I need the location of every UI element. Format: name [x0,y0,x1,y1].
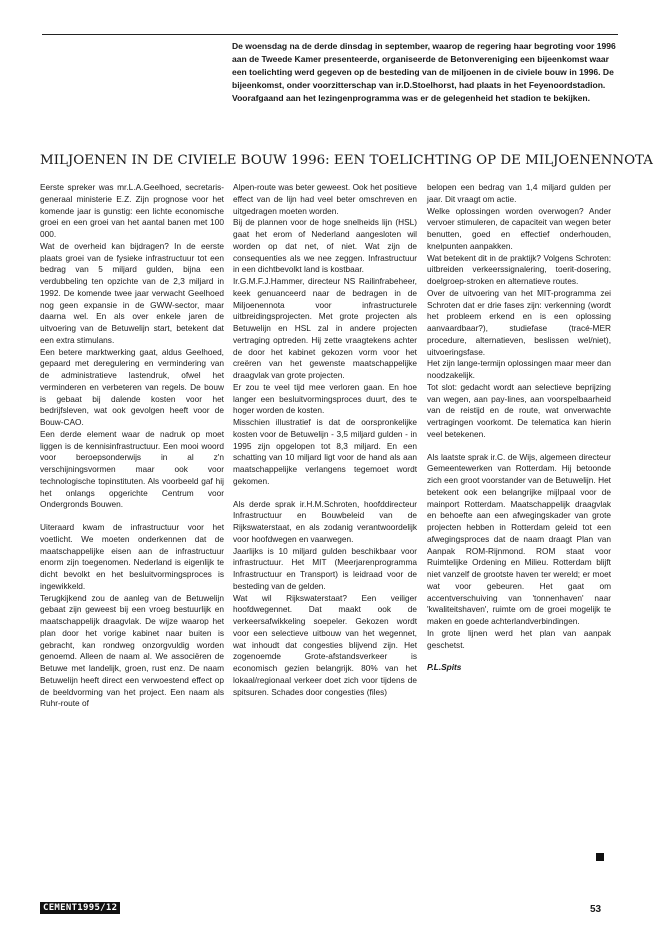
article-headline: MILJOENEN IN DE CIVIELE BOUW 1996: EEN TOELICHTING OP DE MILJOENENNOTA [40,153,653,168]
paragraph: In grote lijnen werd het plan van aanpak geschetst. [427,627,611,650]
paragraph: Eerste spreker was mr.L.A.Geelhoed, secretaris-generaal ministerie E.Z. Zijn prognose voor het komende jaar is gunstig: een lichte economische groei en een groei van het aantal banen met 100 000. [40,182,224,239]
paragraph: Wat betekent dit in de praktijk? Volgens Schroten: uitbreiden verkeerssignalering, toerit-dosering, doelgroep-stroken en alternatieve routes. [427,252,611,286]
paragraph: Het zijn lange-termijn oplossingen maar meer dan noodzakelijk. [427,358,611,380]
text-column-2 [233,182,417,698]
publication-badge: CEMENT1995/12 [40,902,120,914]
paragraph: Over de uitvoering van het MIT-programma zei Schroten dat er drie fases zijn: verkenning (wordt het probleem erkend en is een oplossing aanvaardbaar?), studiefase (tracé-MER procedure, alternatieven, beslissen wel/niet), uitvoeringsfase. [427,287,611,357]
paragraph: Als derde sprak ir.H.M.Schroten, hoofddirecteur Infrastructuur en Bouwbeleid van de Rijkswaterstaat, en als zodanig verantwoordelijk voor hoofdwegen en vaarwegen. [233,498,417,544]
paragraph: Terugkijkend zou de aanleg van de Betuwelijn gebaat zijn geweest bij een vroeg bestuurlijk en maatschappelijk draagvlak. De wijze waarop het plan door het vorige kabinet naar buiten is gebracht, kan rondweg onzorgvuldig worden genoemd. Alleen de naam al. We associëren de Betuwe met landelijk, groen, rust enz. De naam Betuwelijn heeft direct een verwoestend effect op de beeldvorming van het project. Een naam als Ruhr-route of [40,592,224,709]
paragraph: Welke oplossingen worden overwogen? Ander vervoer stimuleren, de capaciteit van wegen beter benutten, goed en effectief onderhouden, knelpunten aanpakken. [427,205,611,251]
text-column-3 [427,182,611,674]
paragraph: Een derde element waar de nadruk op moet liggen is de kennisinfrastructuur. Een mooi woord voor beroepsonderwijs in al z'n verschijningsvormen maar ook voor technologische topinstituten. Als voorbeeld gaf hij het onlangs opgerichte Centrum voor Ondergronds Bouwen. [40,428,224,510]
paragraph: Een betere marktwerking gaat, aldus Geelhoed, gepaard met deregulering en vermindering van de administratieve lastendruk, ofwel het verminderen en verbeteren van regels. De bouw is gebaat bij dalende kosten voor het bedrijfsleven, wat ook gevolgen heeft voor de Bouw-CAO. [40,346,224,427]
paragraph: Bij de plannen voor de hoge snelheids lijn (HSL) gaat het erom of Nederland aangesloten wil worden op dat net, of niet. Wat zijn de consequenties als we nee zeggen. Infrastructuur in een dichtbevolkt land is kostbaar. [233,217,417,275]
text-column-1 [40,182,224,710]
paragraph: Ir.G.M.F.J.Hammer, directeur NS Railinfrabeheer, keek genuanceerd naar de bedragen in de Miljoenennota voor infrastructurele uitbreidingsprojecten. Met grote projecten als Betuwelijn en HSL zal in andere projecten vertraging optreden. Hij zette vraagtekens achter de door het kabinet gekozen vorm voor het creëren van het gewenste maatschappelijke draagvlak van grote projecten. [233,276,417,380]
paragraph: Alpen-route was beter geweest. Ook het positieve effect van de lijn had veel beter omschreven en uitgedragen moeten worden. [233,182,417,216]
end-of-article-square-icon [596,853,604,861]
paragraph: Wat de overheid kan bijdragen? In de eerste plaats groei van de fysieke infrastructuur tot een bedrag van 5 miljard gulden, bijna een verdubbeling ten opzichte van de 2,3 miljard in 1992. De komende twee jaar verwacht Geelhoed nog geen expansie in de GWW-sector, maar daarna wel. En als over enkele jaren de uitvoering van de Betuwelijn start, betekent dat een extra stimulans. [40,240,224,345]
paragraph: Jaarlijks is 10 miljard gulden beschikbaar voor infrastructuur. Het MIT (Meerjarenprogramma Infrastructuur en Transport) is leidraad voor de besteding van de gelden. [233,545,417,591]
paragraph: Misschien illustratief is dat de oorspronkelijke kosten voor de Betuwelijn - 3,5 miljard gulden - in 1995 zijn opgelopen tot 8,3 miljard. En een schatting van 10 miljard ligt voor de hand als aan maatschappelijke verlangens tegemoet wordt gekomen. [233,417,417,486]
top-rule [42,34,618,35]
intro-paragraph: De woensdag na de derde dinsdag in september, waarop de regering haar begroting voor 1996 aan de Tweede Kamer presenteerde, organiseerde de Betonvereniging een bijeenkomst waar een toelichting werd gegeven op de besteding van de miljoenen in de civiele bouw in 1996. De bijeenkomst, onder voorzitterschap van ir.D.Stoelhorst, had plaats in het Feyenoordstadion. Voorafgaand aan het lezingenprogramma was er de gelegenheid het stadion te bekijken. [232,41,616,104]
paragraph: Er zou te veel tijd mee verloren gaan. En hoe langer een besluitvormingsproces duurt, des te hoger worden de kosten. [233,381,417,416]
paragraph: Wat wil Rijkswaterstaat? Een veiliger hoofdwegennet. Dat maakt ook de verkeersafwikkeling soepeler. Gekozen wordt voor een selectieve uitbouw van het wegennet, wat inhoudt dat congesties blijvend zijn. Het zogenoemde Grote-afstandsverkeer is economisch gezien belangrijk. 80% van het lokaal/regionaal verkeer doet zich voor tijdens de spitsuren. Schades door congesties (files) [233,592,417,697]
paragraph: Als laatste sprak ir.C. de Wijs, algemeen directeur Gemeentewerken van Rotterdam. Hij betoonde zich een groot voorstander van de Betuwelijn. Het betekent ook een belangrijke mijlpaal voor de mainport Rotterdam. Maatschappelijk draagvlak en behoefte aan een afwegingskader van grote projecten hebben in Rotterdam geleid tot een afwegingsproces dat de naam draagt Plan van Aanpak ROM-Rijnmond. ROM staat voor Ruimtelijke Ordening en Milieu. Rotterdam blijft niet vanzelf de grootste haven ter wereld; er moet wat voor gebeuren. Het gaat om accentverschuiving van 'tonnenhaven' naar 'kwaliteitshaven', ruimte om de groei mogelijk te maken en goede achterlandverbindingen. [427,451,611,626]
paragraph: Tot slot: gedacht wordt aan selectieve beprijzing van wegen, aan pay-lines, aan voorspelbaarheid van de reistijd en de route, wat onverwachte vertragingen voorkomt. De telematica kan hierin veel betekenen. [427,381,611,439]
author-signature: P.L.Spits [427,662,462,673]
paragraph: belopen een bedrag van 1,4 miljard gulden per jaar. Dit vraagt om actie. [427,182,611,204]
page-number: 53 [590,904,602,915]
paragraph: Uiteraard kwam de infrastructuur voor het voetlicht. We moeten onderkennen dat de maatschappelijke eisen aan de infrastructuur enorm zijn toegenomen. Nederland is eigenlijk te dicht bevolkt en het besluitvormingsproces is ingewikkeld. [40,522,224,591]
